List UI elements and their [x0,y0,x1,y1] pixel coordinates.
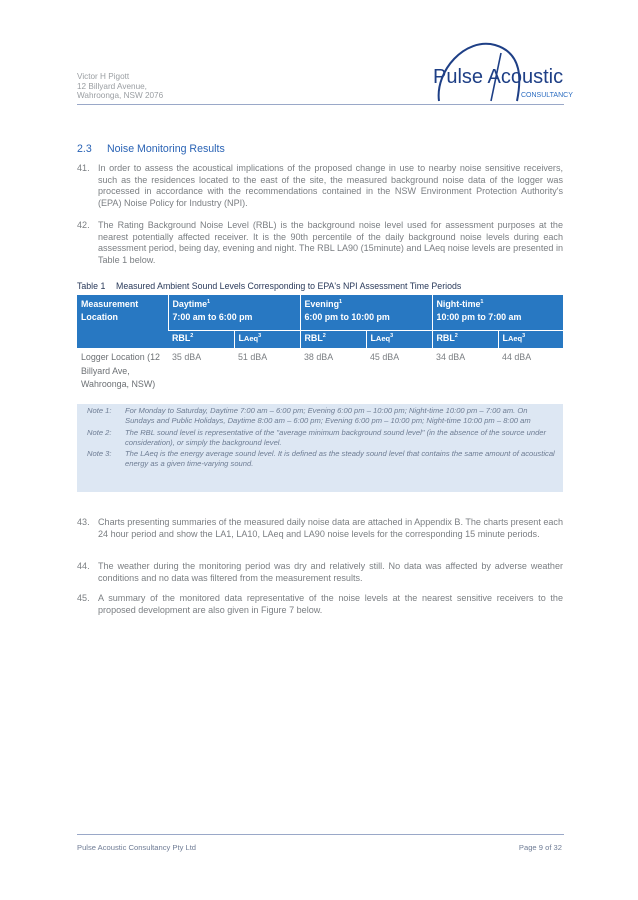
footer-rule [77,834,564,835]
table-number: Table 1 [77,281,106,291]
table-cell: 51 dBA [238,352,268,362]
paragraph-text: In order to assess the acoustical implications of the proposed change in use to nearby noise sensitive receivers, such as the residences located to the east of the site, the measured background noise data of the logger was processed in accordance with the recommendations contained in the NSW Environment Protection Authority's (EPA) Noise Policy for Industry (NPI). [98,163,563,208]
paragraph-text: The weather during the monitoring period was dry and relatively still. No data was affected by adverse weather conditions and no data was filtered from the measurement results. [98,561,563,583]
table-title: Measured Ambient Sound Levels Corresponding to EPA's NPI Assessment Time Periods [116,281,462,291]
paragraph-number: 41. [77,163,90,173]
section-heading [77,143,225,155]
paragraph [77,163,563,209]
logo-wordmark: Pulse Acoustic [433,66,564,88]
table-row [77,348,563,403]
period-time: 10:00 pm to 7:00 am [436,311,522,322]
paragraph-text: Charts presenting summaries of the measured daily noise data are attached in Appendix B. The charts present each 24 hour period and show the LA1, LA10, LAeq and LA90 noise levels for the corresponding 15 minute periods. [98,517,563,539]
table-cell: 38 dBA [304,352,334,362]
table-cell: 45 dBA [370,352,400,362]
paragraph-number: 42. [77,220,90,230]
note-label: Note 1: [87,406,112,415]
rbl-subheader: RBL$^2$ [432,331,498,348]
table-note [81,428,559,449]
pulse-acoustic-logo [425,41,575,103]
table-header-row [77,295,563,331]
ambient-levels-table [77,295,563,403]
rbl-subheader: RBL$^2$ [300,331,366,348]
section-title: Noise Monitoring Results [107,143,225,155]
location-column-header: Measurement Location [77,295,168,348]
paragraph [77,517,563,540]
note-label: Note 2: [87,427,112,437]
paragraph-number: 44. [77,561,90,571]
table-note [81,449,559,470]
table-notes [77,404,563,492]
laeq-subheader: LAeq$^3$ [366,331,432,348]
footer-company: Pulse Acoustic Consultancy Pty Ltd [77,843,197,852]
address-line: Wahroonga, NSW 2076 [77,91,164,101]
daytime-header: Daytime$^1$ 7:00 am to 6:00 pm [168,295,300,331]
period-name: Night-time [436,299,481,309]
table-cell: 34 dBA [436,352,466,362]
section-number: 2.3 [77,143,92,155]
footer-page-number: Page 9 of 32 [518,843,562,852]
table-caption [77,281,461,291]
table-cell: 44 dBA [502,352,532,362]
period-name: Daytime [172,299,208,309]
note-text: The LAeq is the energy average sound level. It is defined as the steady sound level that contains the same amount of acoustical energy as a given time-varying sound. [125,449,555,469]
paragraph-number: 43. [77,517,90,527]
note-text: The RBL sound level is representative of the "average minimum background sound level" (in the absence of the source under consideration), or simply the background level. [125,427,547,447]
logo-subtext: CONSULTANCY [521,92,573,99]
table-note [81,406,559,427]
paragraph [77,593,563,616]
period-time: 6:00 pm to 10:00 pm [304,311,390,322]
address-line: 12 Billyard Avenue, [77,81,147,91]
rbl-subheader: RBL$^2$ [168,331,234,348]
paragraph [77,561,563,584]
table-cell: 35 dBA [172,352,202,362]
laeq-subheader: LAeq$^3$ [234,331,300,348]
laeq-subheader: LAeq$^3$ [498,331,563,348]
paragraph-text: The Rating Background Noise Level (RBL) is the background noise level used for assessment purposes at the nearest potentially affected receiver. It is the 90th percentile of the daily background noise levels during each assessment period, being day, evening and night. The RBL LA90 (15minute) and LAeq noise levels are presented in Table 1 below. [98,220,563,265]
header-rule [77,104,564,105]
period-time: 7:00 am to 6:00 pm [172,311,253,322]
page-header [0,0,638,110]
location-cell: Logger Location (12 Billyard Ave, Wahroonga, NSW) [81,352,160,389]
paragraph [77,220,563,266]
note-text: For Monday to Saturday, Daytime 7:00 am – 6:00 pm; Evening 6:00 pm – 10:00 pm; Night-time 10:00 pm – 7:00 am. On Sundays and Public Holidays, Daytime 8:00 am – 6:00 pm; Evening 6:00 pm – 10:00 pm; Night-time 10:00 pm – 8:00 am [125,406,531,426]
note-label: Note 3: [87,449,112,459]
address-line: Victor H Pigott [77,72,130,81]
paragraph-text: A summary of the monitored data representative of the noise levels at the nearest sensitive receivers to the proposed development are also given in Figure 7 below. [98,593,563,615]
evening-header: Evening$^1$ 6:00 pm to 10:00 pm [300,295,432,331]
paragraph-number: 45. [77,593,90,603]
period-name: Evening [304,299,340,309]
client-address [77,72,163,101]
night-time-header: Night-time$^1$ 10:00 pm to 7:00 am [432,295,563,331]
